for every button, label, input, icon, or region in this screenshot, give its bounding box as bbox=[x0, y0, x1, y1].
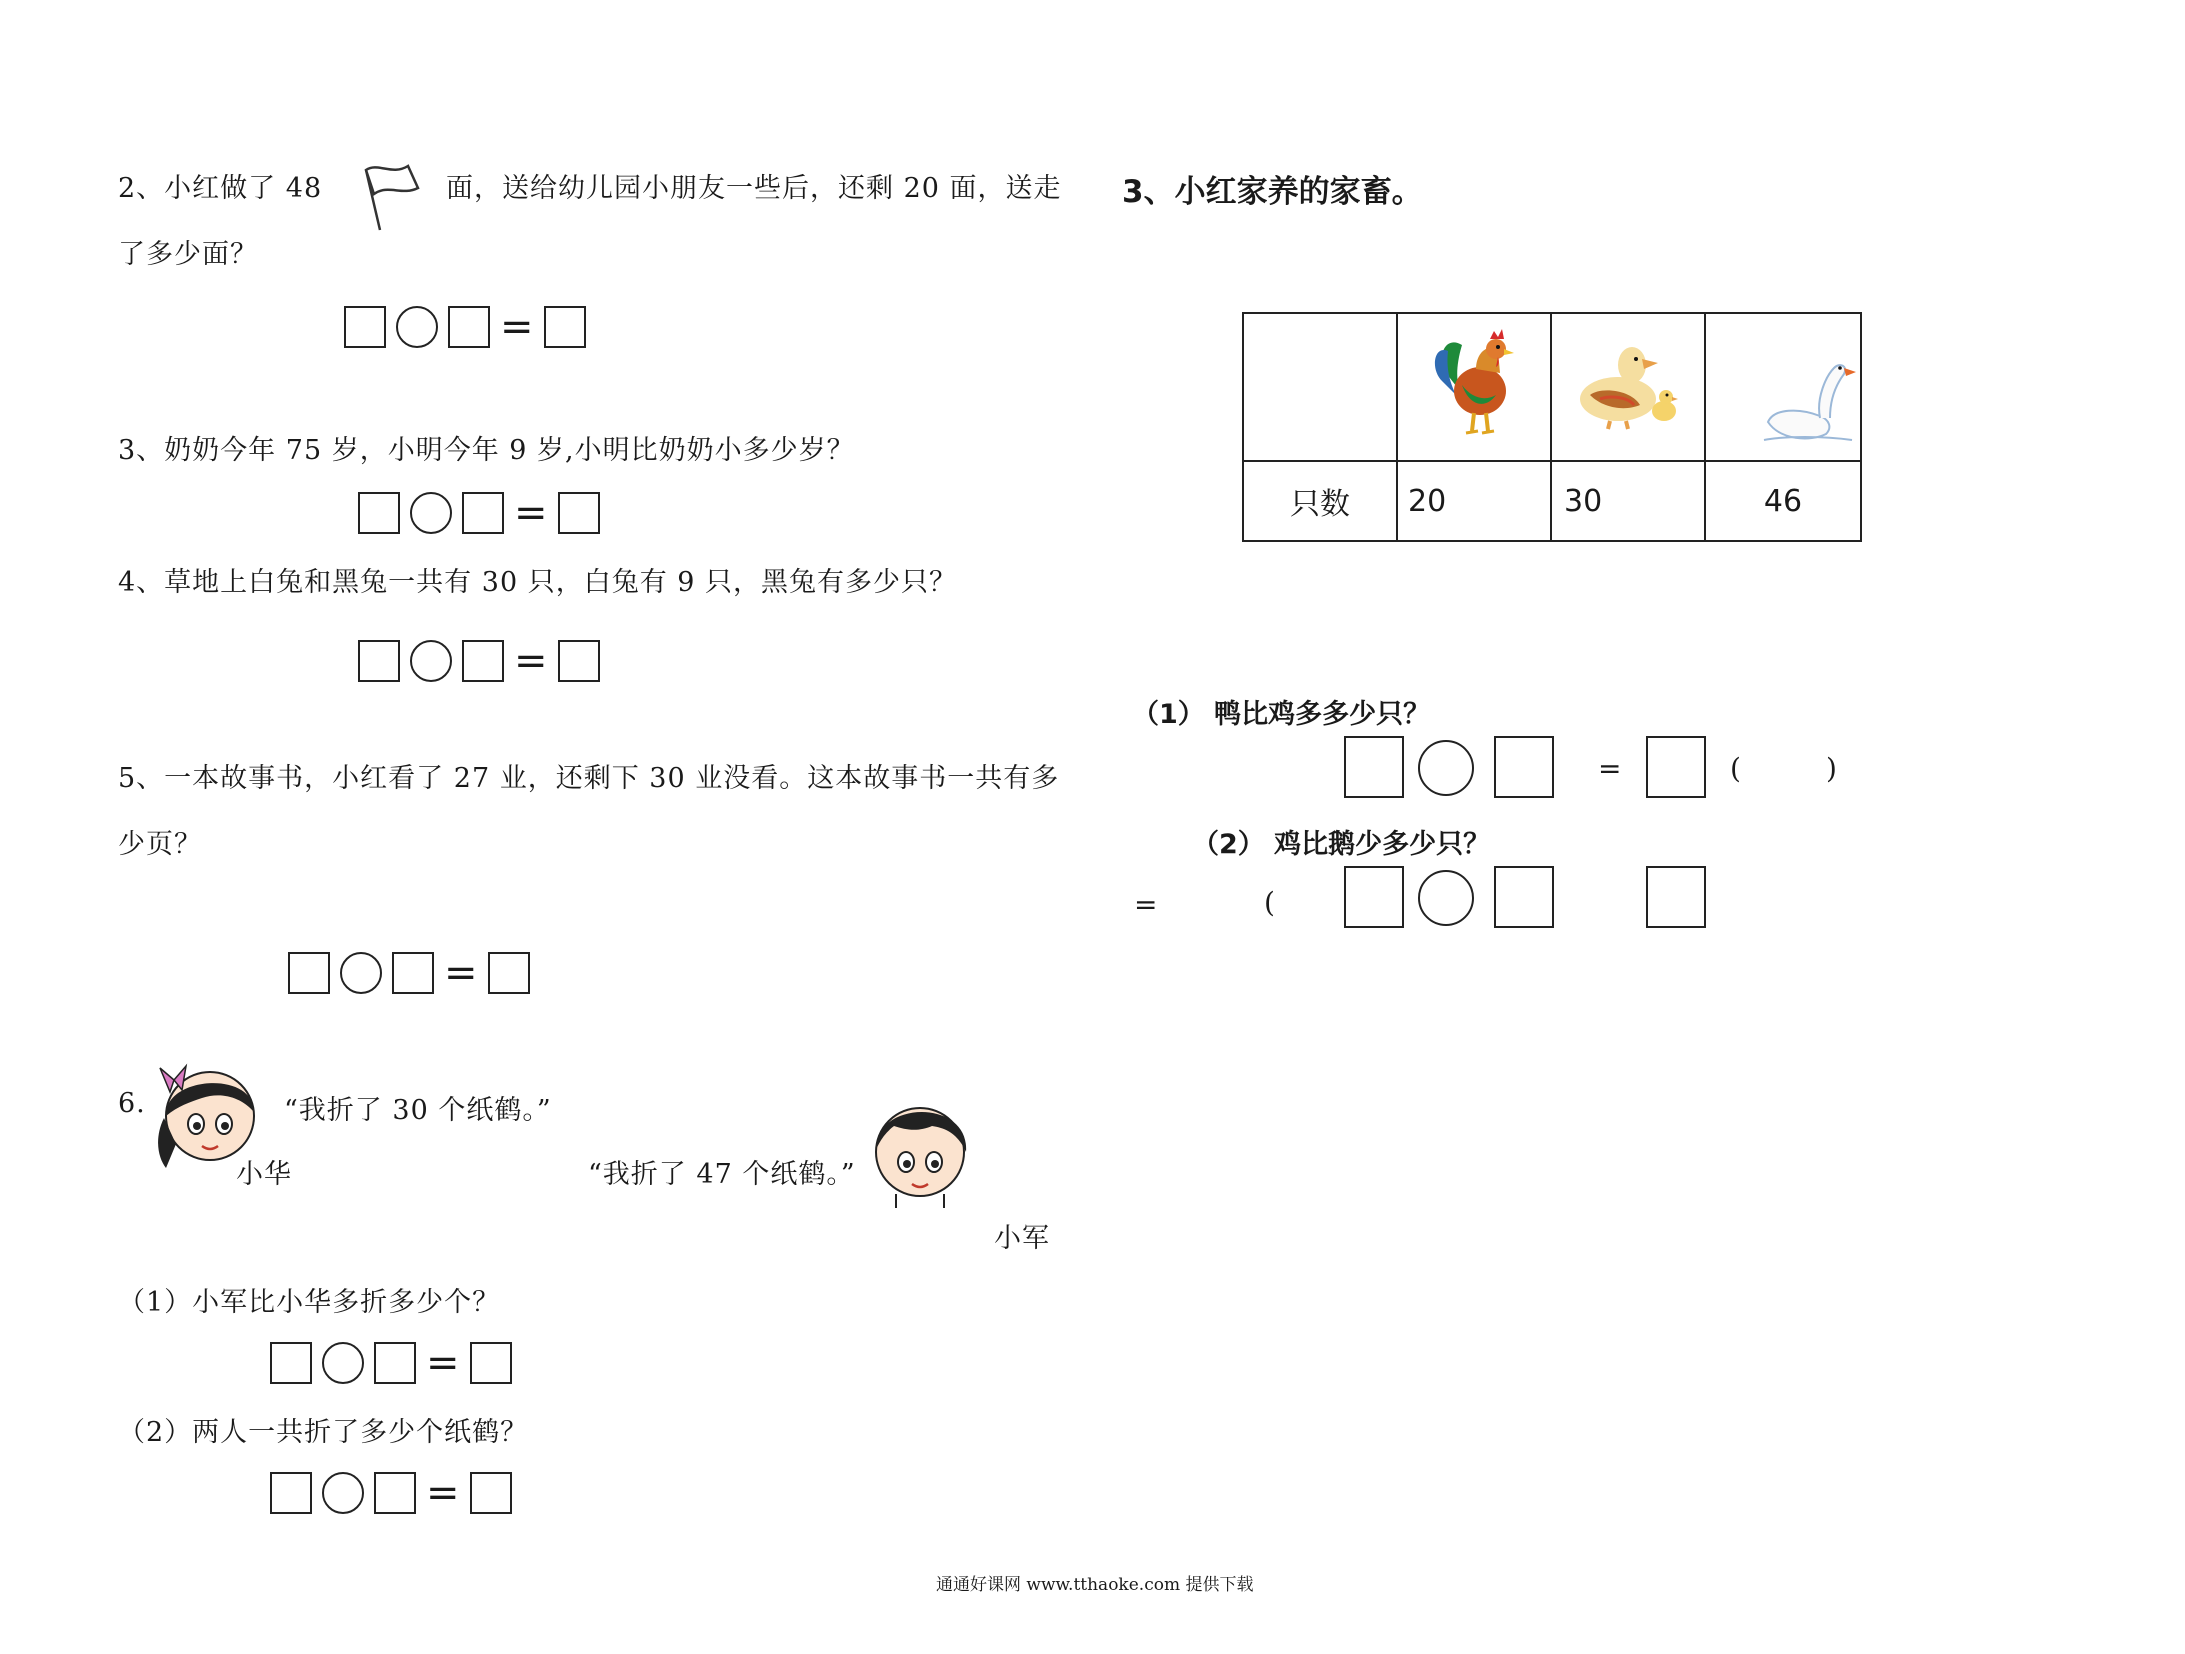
answer-box[interactable] bbox=[358, 492, 400, 534]
answer-box[interactable] bbox=[1494, 736, 1554, 798]
operator-circle[interactable] bbox=[322, 1472, 364, 1514]
answer-box[interactable] bbox=[470, 1342, 512, 1384]
paren-open: ( bbox=[1264, 886, 1275, 919]
equals-sign: = bbox=[514, 638, 548, 684]
operator-circle[interactable] bbox=[1418, 740, 1474, 796]
q6-sub2-equation bbox=[270, 1472, 512, 1514]
right-section-title: 3、小红家养的家畜。 bbox=[1122, 174, 1423, 210]
rooster-count-cell: 20 bbox=[1397, 461, 1551, 541]
page-footer: 通通好课网 www.tthaoke.com 提供下载 bbox=[936, 1575, 1254, 1595]
operator-circle[interactable] bbox=[322, 1342, 364, 1384]
q2-equation bbox=[344, 306, 586, 348]
answer-box[interactable] bbox=[344, 306, 386, 348]
answer-box[interactable] bbox=[358, 640, 400, 682]
q2-line1-b: 面，送给幼儿园小朋友一些后，还剩 20 面，送走 bbox=[446, 173, 1062, 204]
answer-box[interactable] bbox=[374, 1342, 416, 1384]
duck-icon bbox=[1570, 333, 1686, 433]
answer-box[interactable] bbox=[288, 952, 330, 994]
rooster-icon bbox=[1426, 325, 1522, 441]
answer-box[interactable] bbox=[270, 1472, 312, 1514]
answer-box[interactable] bbox=[374, 1472, 416, 1514]
unit-answer-blank[interactable] bbox=[1752, 748, 1820, 788]
rooster-cell bbox=[1397, 313, 1551, 461]
answer-box[interactable] bbox=[1646, 736, 1706, 798]
flag-icon bbox=[358, 160, 424, 232]
q6-number: 6. bbox=[118, 1088, 146, 1119]
right-sub1: （1） 鸭比鸡多多少只？ bbox=[1132, 699, 1431, 730]
q5-line1: 5、一本故事书，小红看了 27 业，还剩下 30 业没看。这本故事书一共有多 bbox=[118, 763, 1060, 794]
answer-box[interactable] bbox=[1646, 866, 1706, 928]
q4-text: 4、草地上白兔和黑兔一共有 30 只，白兔有 9 只，黑兔有多少只？ bbox=[118, 567, 958, 598]
answer-box[interactable] bbox=[392, 952, 434, 994]
answer-box[interactable] bbox=[462, 640, 504, 682]
q5-line2: 少页？ bbox=[118, 829, 202, 860]
swan-count-cell: 46 bbox=[1705, 461, 1861, 541]
q4-equation bbox=[358, 640, 600, 682]
equals-sign: = bbox=[1134, 888, 1158, 921]
answer-box[interactable] bbox=[1344, 866, 1404, 928]
q6-boy-name: 小军 bbox=[994, 1223, 1050, 1254]
answer-box[interactable] bbox=[470, 1472, 512, 1514]
operator-circle[interactable] bbox=[410, 640, 452, 682]
q3-equation bbox=[358, 492, 600, 534]
operator-circle[interactable] bbox=[340, 952, 382, 994]
answer-box[interactable] bbox=[558, 640, 600, 682]
equals-sign: = bbox=[500, 304, 534, 350]
operator-circle[interactable] bbox=[410, 492, 452, 534]
q2-line1-a: 2、小红做了 48 bbox=[118, 173, 323, 204]
answer-box[interactable] bbox=[488, 952, 530, 994]
paren-open: ( bbox=[1730, 752, 1741, 785]
q6-sub1-equation bbox=[270, 1342, 512, 1384]
swan-cell bbox=[1705, 313, 1861, 461]
answer-box[interactable] bbox=[1344, 736, 1404, 798]
equals-sign: = bbox=[444, 950, 478, 996]
answer-box[interactable] bbox=[270, 1342, 312, 1384]
paren-close: ) bbox=[1826, 752, 1837, 785]
answer-box[interactable] bbox=[448, 306, 490, 348]
operator-circle[interactable] bbox=[1418, 870, 1474, 926]
equals-sign: = bbox=[426, 1340, 460, 1386]
q6-sub2: （2）两人一共折了多少个纸鹤？ bbox=[118, 1417, 529, 1448]
q3-text: 3、奶奶今年 75 岁，小明今年 9 岁,小明比奶奶小多少岁？ bbox=[118, 435, 855, 466]
duck-count-cell: 30 bbox=[1551, 461, 1705, 541]
answer-box[interactable] bbox=[1494, 866, 1554, 928]
right-sub2: （2） 鸡比鹅少多少只？ bbox=[1192, 829, 1491, 860]
row-label-cell: 只数 bbox=[1243, 461, 1397, 541]
q2-line2: 了多少面？ bbox=[118, 239, 258, 270]
table-corner-cell bbox=[1243, 313, 1397, 461]
duck-cell bbox=[1551, 313, 1705, 461]
answer-box[interactable] bbox=[544, 306, 586, 348]
operator-circle[interactable] bbox=[396, 306, 438, 348]
boy-avatar-icon bbox=[866, 1090, 976, 1208]
answer-box[interactable] bbox=[462, 492, 504, 534]
q6-sub1: （1）小军比小华多折多少个？ bbox=[118, 1287, 501, 1318]
answer-box[interactable] bbox=[558, 492, 600, 534]
livestock-table bbox=[1242, 312, 1862, 542]
q6-boy-quote: “我折了 47 个纸鹤。” bbox=[588, 1159, 856, 1190]
swan-icon bbox=[1760, 352, 1860, 452]
q6-girl-name: 小华 bbox=[236, 1159, 292, 1190]
equals-sign: = bbox=[514, 490, 548, 536]
equals-sign: = bbox=[426, 1470, 460, 1516]
q6-girl-quote: “我折了 30 个纸鹤。” bbox=[284, 1095, 552, 1126]
equals-sign: = bbox=[1598, 752, 1622, 785]
q5-equation bbox=[288, 952, 530, 994]
